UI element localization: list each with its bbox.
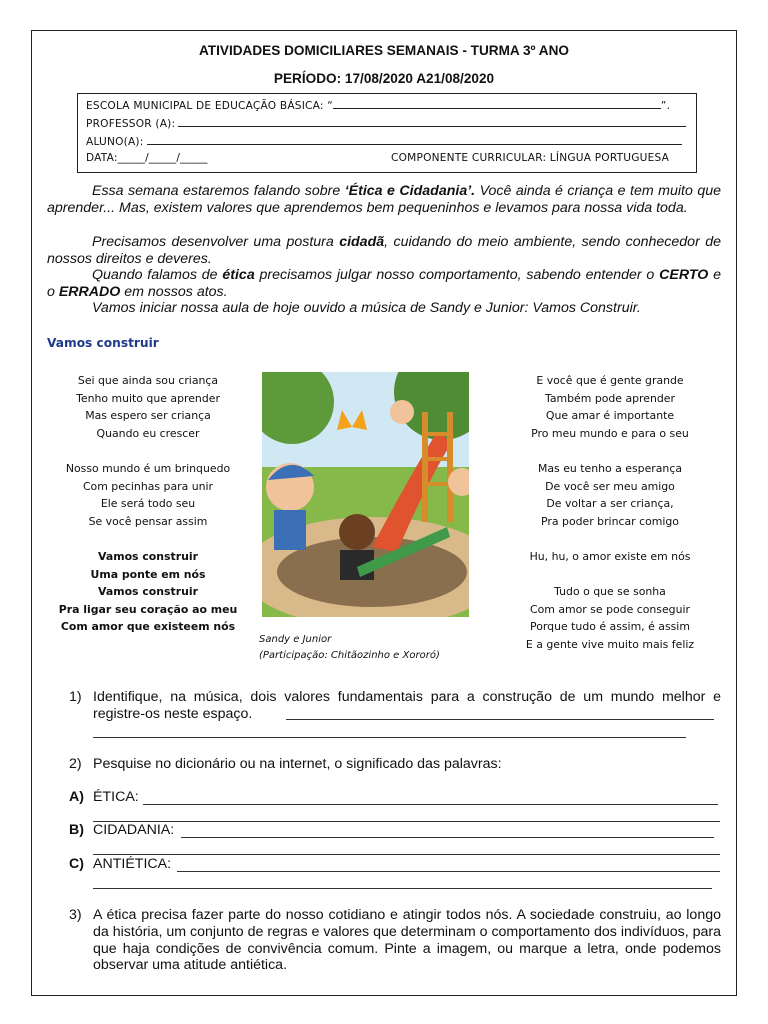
chorus-line: Com amor que existeem nós xyxy=(60,620,236,634)
student-blank[interactable] xyxy=(147,134,682,145)
lyric-line: E você que é gente grande xyxy=(536,374,684,387)
chorus-line: Pra ligar seu coração ao meu xyxy=(58,602,238,616)
answer-line-etica-2[interactable] xyxy=(93,821,720,822)
lyric-line: Mas espero ser criança xyxy=(85,409,211,423)
lyric-line: Porque tudo é assim, é assim xyxy=(530,620,690,634)
answer-line-cidadania-2[interactable] xyxy=(93,854,720,855)
school-line: ESCOLA MUNICIPAL DE EDUCAÇÃO BÁSICA: “ ”. xyxy=(86,100,671,112)
answer-line[interactable] xyxy=(286,719,714,720)
lyric-line: Também pode aprender xyxy=(545,391,675,405)
item-c-word: ANTIÉTICA: xyxy=(93,856,172,872)
lyric-line: Hu, hu, o amor existe em nós xyxy=(529,549,691,563)
lyric-line: Quando eu crescer xyxy=(96,426,200,440)
lyrics-left-column xyxy=(45,372,251,636)
question-1: 1) Identifique, na música, dois valores fundamentais para a construção de um mundo melhor e registre-os neste espaço. xyxy=(69,689,721,722)
lyric-line: De você ser meu amigo xyxy=(545,479,675,493)
intro-paragraph-2: Precisamos desenvolver uma postura cidadã, cuidando do meio ambiente, sendo conhecedor de nossos direitos e deveres. xyxy=(47,234,721,267)
lyric-line: Ele será todo seu xyxy=(100,497,196,511)
lyric-line: Tenho muito que aprender xyxy=(76,391,220,405)
playground-illustration xyxy=(262,372,469,617)
page-title: ATIVIDADES DOMICILIARES SEMANAIS - TURMA 3º ANO xyxy=(199,43,569,58)
lyric-line: Nosso mundo é um brinquedo xyxy=(65,461,231,475)
answer-line-cidadania[interactable] xyxy=(181,837,714,838)
question-2: 2) Pesquise no dicionário ou na internet, o significado das palavras: xyxy=(69,756,502,772)
date-field[interactable]: DATA:_____/_____/_____ xyxy=(86,152,208,164)
lyric-line: De voltar a ser criança, xyxy=(546,497,674,511)
subject-label: COMPONENTE CURRICULAR: LÍNGUA PORTUGUESA xyxy=(391,152,670,164)
lyric-line: Que amar é importante xyxy=(545,409,675,423)
lyric-line: Tudo o que se sonha xyxy=(554,585,666,599)
answer-line-etica[interactable] xyxy=(143,804,718,805)
lyric-line: E a gente vive muito mais feliz xyxy=(525,637,695,651)
question-3: 3) A ética precisa fazer parte do nosso cotidiano e atingir todos nós. A sociedade construiu, ao longo da história, um conjunto de regras e valores que determinam o comportamento dos indivíduos, para que haja condições de convivência comum. Pinte a imagem, ou marque a letra, onde podemos observar uma atitude antiética. xyxy=(69,907,721,974)
intro-paragraph-1: Essa semana estaremos falando sobre ‘Ética e Cidadania’. Você ainda é criança e tem muito que aprender... Mas, existem valores que aprendemos bem pequeninhos e levamos para nossa vida toda. xyxy=(47,183,721,216)
lyric-line: Sei que ainda sou criança xyxy=(77,374,219,387)
chorus-line: Vamos construir xyxy=(98,585,198,599)
lyric-line: Se você pensar assim xyxy=(88,514,208,528)
image-caption: Sandy e Junior (Participação: Chitãozinho e Xororó) xyxy=(259,634,440,661)
teacher-line: PROFESSOR (A): xyxy=(86,116,686,130)
item-c-label: C) xyxy=(69,856,84,872)
intro-paragraph-3: Quando falamos de ética precisamos julgar nosso comportamento, sabendo entender o CERTO e o ERRADO em nossos atos. xyxy=(47,267,721,300)
period-title: PERÍODO: 17/08/2020 A21/08/2020 xyxy=(273,71,495,86)
school-blank[interactable] xyxy=(333,98,661,109)
student-info-box xyxy=(77,93,697,173)
answer-line-antietica[interactable] xyxy=(177,871,720,872)
answer-line[interactable] xyxy=(93,737,686,738)
song-title: Vamos construir xyxy=(47,336,159,350)
chorus-line: Vamos construir xyxy=(98,549,198,563)
teacher-blank[interactable] xyxy=(178,116,686,127)
chorus-line: Uma ponte em nós xyxy=(90,567,206,581)
lyrics-right-column xyxy=(500,372,720,654)
lyric-line: Com amor se pode conseguir xyxy=(530,602,690,616)
lyric-line: Mas eu tenho a esperança xyxy=(537,461,682,475)
lyric-line: Com pecinhas para unir xyxy=(82,479,214,493)
item-a-label: A) xyxy=(69,789,84,805)
item-b-label: B) xyxy=(69,822,84,838)
item-a-word: ÉTICA: xyxy=(93,789,139,805)
student-line: ALUNO(A): xyxy=(86,134,682,148)
intro-paragraph-4: Vamos iniciar nossa aula de hoje ouvido a música de Sandy e Junior: Vamos Construir. xyxy=(92,300,641,316)
lyric-line: Pra poder brincar comigo xyxy=(541,514,679,528)
answer-line-antietica-2[interactable] xyxy=(93,888,712,889)
lyric-line: Pro meu mundo e para o seu xyxy=(531,426,689,440)
item-b-word: CIDADANIA: xyxy=(93,822,175,838)
